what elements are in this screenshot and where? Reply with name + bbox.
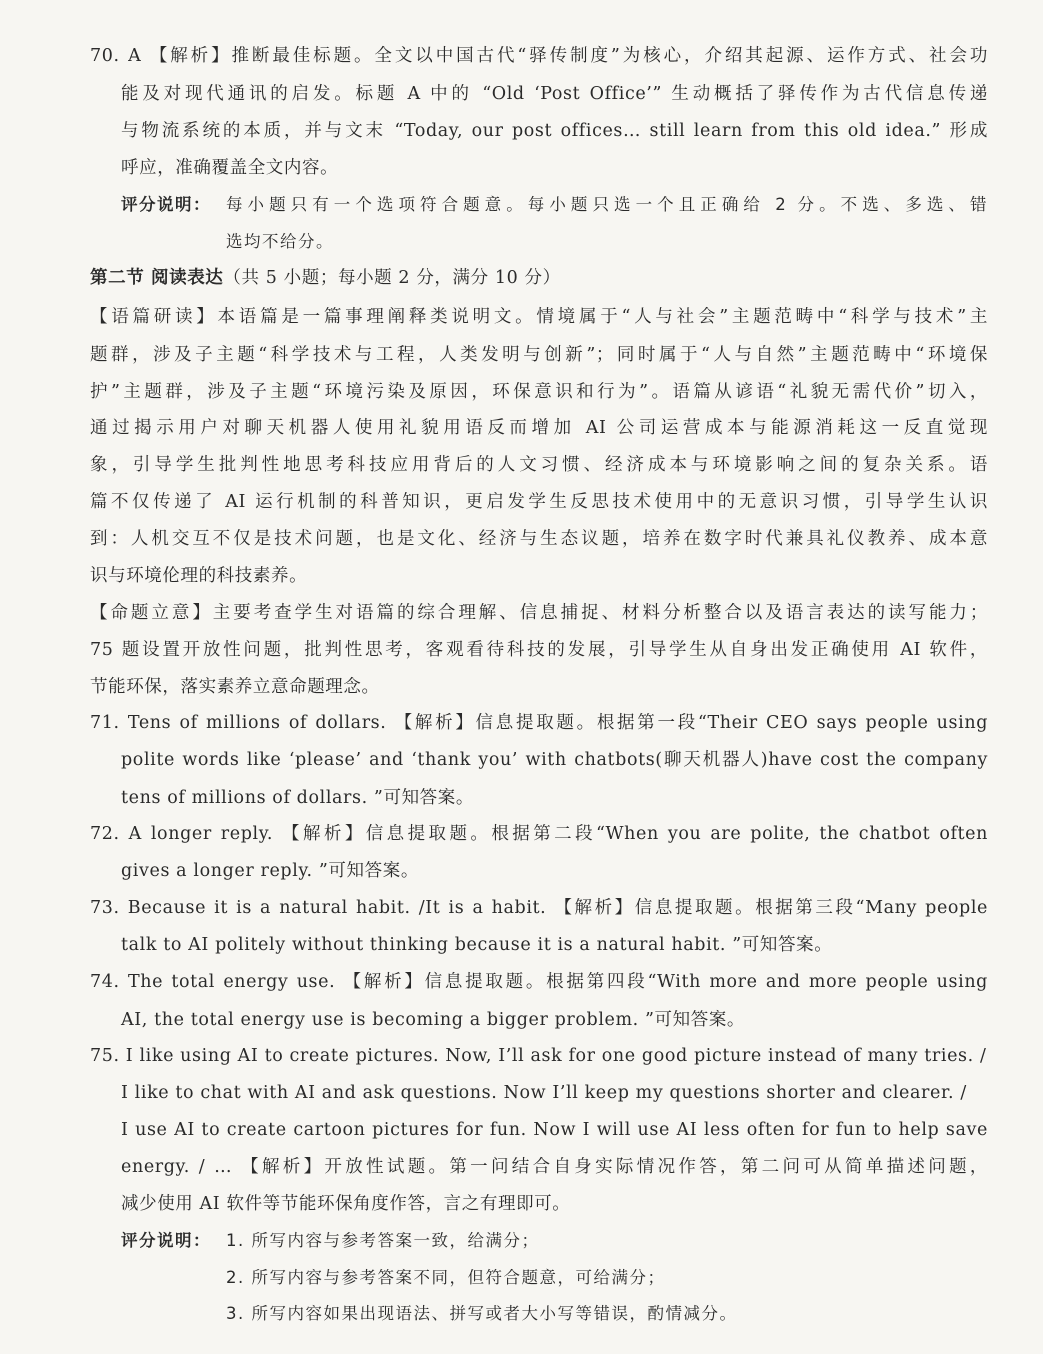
passage-study-line-4: 通过揭示用户对聊天机器人使用礼貌用语反而增加 AI 公司运营成本与能源消耗这一反直觉现 xyxy=(90,418,988,438)
design-intent-line-2: 75 题设置开放性问题，批判性思考，客观看待科技的发展，引导学生从自身出发正确使用 AI 软件， xyxy=(90,640,988,660)
q73-line-2: talk to AI politely without thinking because it is a natural habit. ”可知答案。 xyxy=(121,935,833,955)
q72-line-1: 72. A longer reply. 【解析】信息提取题。根据第二段“When you are polite, the chatbot often xyxy=(90,824,988,844)
q71-line-1: 71. Tens of millions of dollars. 【解析】信息提取题。根据第一段“Their CEO says people using xyxy=(90,713,988,733)
q74-line-1: 74. The total energy use. 【解析】信息提取题。根据第四段“With more and more people using xyxy=(90,972,988,992)
design-intent-line-3: 节能环保，落实素养立意命题理念。 xyxy=(90,677,380,697)
q71-line-2: polite words like ‘please’ and ‘thank you’ with chatbots(聊天机器人)have cost the company xyxy=(121,750,988,770)
q75-line-4: energy. / … 【解析】开放性试题。第一问结合自身实际情况作答，第二问可从简单描述问题， xyxy=(121,1157,988,1177)
passage-study-line-2: 题群，涉及子主题“科学技术与工程，人类发明与创新”；同时属于“人与自然”主题范畴中“环境保 xyxy=(90,345,988,365)
passage-study-line-3: 护”主题群，涉及子主题“环境污染及原因，环保意识和行为”。语篇从谚语“礼貌无需代价”切入， xyxy=(90,382,988,402)
q70-line-2: 能及对现代通讯的启发。标题 A 中的 “Old ‘Post Office’” 生动概括了驿传作为古代信息传递 xyxy=(121,84,988,104)
q75-line-5: 减少使用 AI 软件等节能环保角度作答，言之有理即可。 xyxy=(121,1194,571,1214)
final-scoring-label: 评分说明： xyxy=(121,1231,211,1250)
q75-line-3: I use AI to create cartoon pictures for fun. Now I will use AI less often for fun to help save xyxy=(121,1120,988,1140)
q70-line-3: 与物流系统的本质，并与文末 “Today, our post offices… still learn from this old idea.” 形成 xyxy=(121,121,988,141)
design-intent-line-1: 【命题立意】主要考查学生对语篇的综合理解、信息捕捉、材料分析整合以及语言表达的读写能力； xyxy=(90,603,988,623)
q75-line-2: I like to chat with AI and ask questions. Now I’ll keep my questions shorter and clearer. / xyxy=(121,1083,967,1103)
passage-study-line-6: 篇不仅传递了 AI 运行机制的科普知识，更启发学生反思技术使用中的无意识习惯，引导学生认识 xyxy=(90,492,988,512)
q72-line-2: gives a longer reply. ”可知答案。 xyxy=(121,861,419,881)
passage-study-line-7: 到：人机交互不仅是技术问题，也是文化、经济与生态议题，培养在数字时代兼具礼仪教养、成本意 xyxy=(90,529,988,549)
section-heading-note: （共 5 小题；每小题 2 分，满分 10 分） xyxy=(223,268,561,288)
q70-scoring-line-1: 每小题只有一个选项符合题意。每小题只选一个且正确给 2 分。不选、多选、错 xyxy=(226,195,988,214)
q71-line-3: tens of millions of dollars. ”可知答案。 xyxy=(121,788,474,808)
final-scoring-item-3: 3. 所写内容如果出现语法、拼写或者大小写等错误，酌情减分。 xyxy=(226,1304,738,1323)
q73-line-1: 73. Because it is a natural habit. /It is a habit. 【解析】信息提取题。根据第三段“Many people xyxy=(90,898,988,918)
q70-line-1: 70. A 【解析】推断最佳标题。全文以中国古代“驿传制度”为核心，介绍其起源、运作方式、社会功 xyxy=(90,46,988,66)
passage-study-line-8: 识与环境伦理的科技素养。 xyxy=(90,566,308,586)
q74-line-2: AI, the total energy use is becoming a bigger problem. ”可知答案。 xyxy=(121,1010,746,1030)
q70-line-4: 呼应，准确覆盖全文内容。 xyxy=(121,158,339,178)
final-scoring-item-2: 2. 所写内容与参考答案不同，但符合题意，可给满分； xyxy=(226,1268,666,1287)
q75-line-1: 75. I like using AI to create pictures. Now, I’ll ask for one good picture instead of many tries. / xyxy=(90,1046,987,1066)
passage-study-line-5: 象，引导学生批判性地思考科技应用背后的人文习惯、经济成本与环境影响之间的复杂关系。语 xyxy=(90,455,988,475)
q70-scoring-label: 评分说明： xyxy=(121,195,211,214)
section-heading xyxy=(90,266,561,290)
passage-study-line-1: 【语篇研读】本语篇是一篇事理阐释类说明文。情境属于“人与社会”主题范畴中“科学与技术”主 xyxy=(90,307,988,327)
final-scoring-item-1: 1. 所写内容与参考答案一致，给满分； xyxy=(226,1231,540,1250)
q70-scoring-line-2: 选均不给分。 xyxy=(226,232,334,251)
section-heading-title: 第二节 阅读表达 xyxy=(90,268,224,288)
